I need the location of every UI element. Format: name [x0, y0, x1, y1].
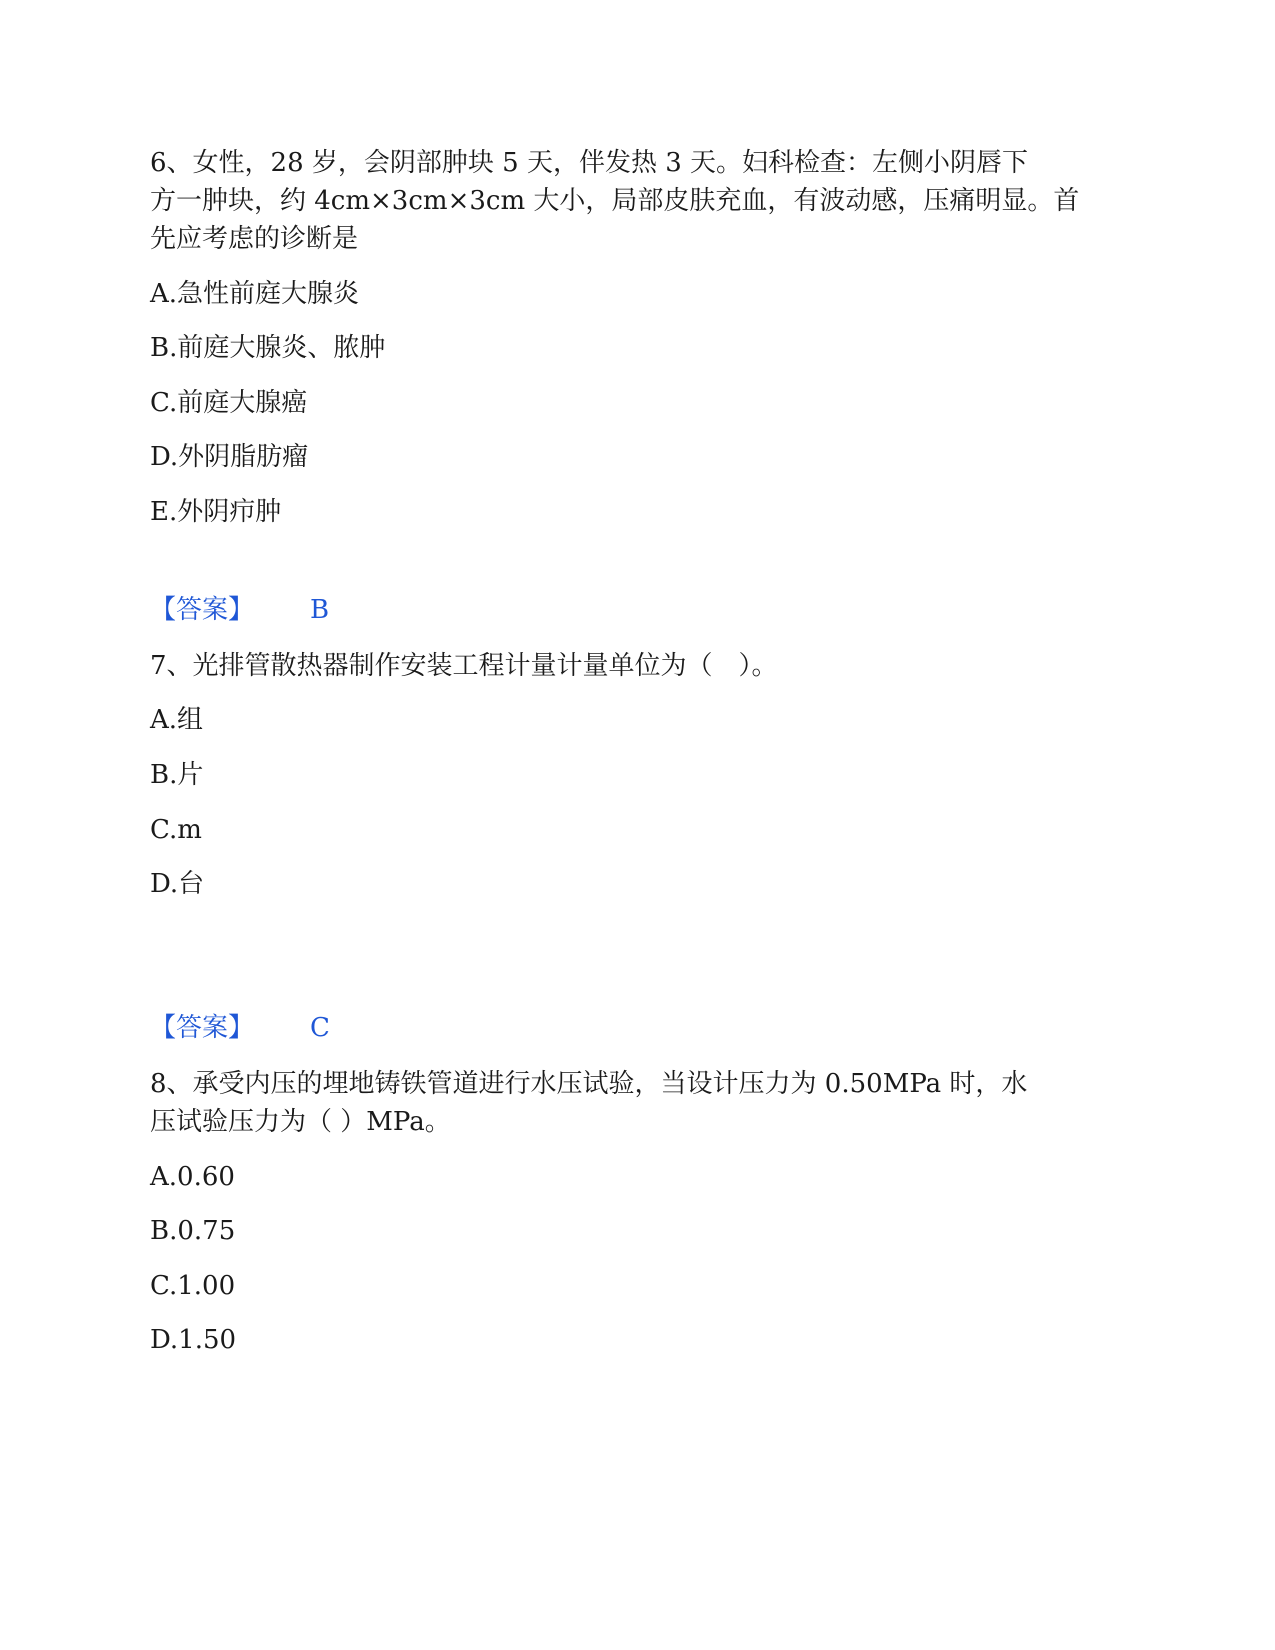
- question-6-stem-line-1: 6、女性，28 岁，会阴部肿块 5 天，伴发热 3 天。妇科检查：左侧小阴唇下: [150, 148, 1029, 178]
- question-6-option-a: A.急性前庭大腺炎: [150, 279, 360, 309]
- question-8-option-c: C.1.00: [150, 1271, 236, 1301]
- question-6-stem-line-3: 先应考虑的诊断是: [150, 224, 359, 254]
- question-6-option-b: B.前庭大腺炎、脓肿: [150, 333, 386, 363]
- answer-value: B: [310, 595, 330, 625]
- question-6-option-d: D.外阴脂肪瘤: [150, 442, 309, 472]
- question-7-option-c: C.m: [150, 815, 202, 845]
- question-8-option-d: D.1.50: [150, 1325, 237, 1355]
- question-6-answer: [150, 590, 329, 630]
- question-7-option-b: B.片: [150, 760, 204, 790]
- question-8-stem-line-1: 8、承受内压的埋地铸铁管道进行水压试验，当设计压力为 0.50MPa 时，水: [150, 1069, 1028, 1099]
- answer-label: 【答案】: [150, 1013, 255, 1043]
- question-6-option-e: E.外阴疖肿: [150, 497, 282, 527]
- question-7-answer: [150, 1008, 330, 1048]
- answer-value: C: [310, 1013, 330, 1043]
- question-8-option-b: B.0.75: [150, 1216, 236, 1246]
- question-6-option-c: C.前庭大腺癌: [150, 388, 308, 418]
- question-7-option-d: D.台: [150, 869, 205, 899]
- answer-label: 【答案】: [150, 595, 255, 625]
- question-7-option-a: A.组: [150, 705, 204, 735]
- question-8-stem-line-2: 压试验压力为（ ）MPa。: [150, 1107, 451, 1137]
- question-8-option-a: A.0.60: [150, 1162, 235, 1192]
- question-6-stem-line-2: 方一肿块，约 4cm×3cm×3cm 大小，局部皮肤充血，有波动感，压痛明显。首: [150, 186, 1080, 216]
- question-7-stem-line-1: 7、光排管散热器制作安装工程计量计量单位为（ ）。: [150, 651, 778, 681]
